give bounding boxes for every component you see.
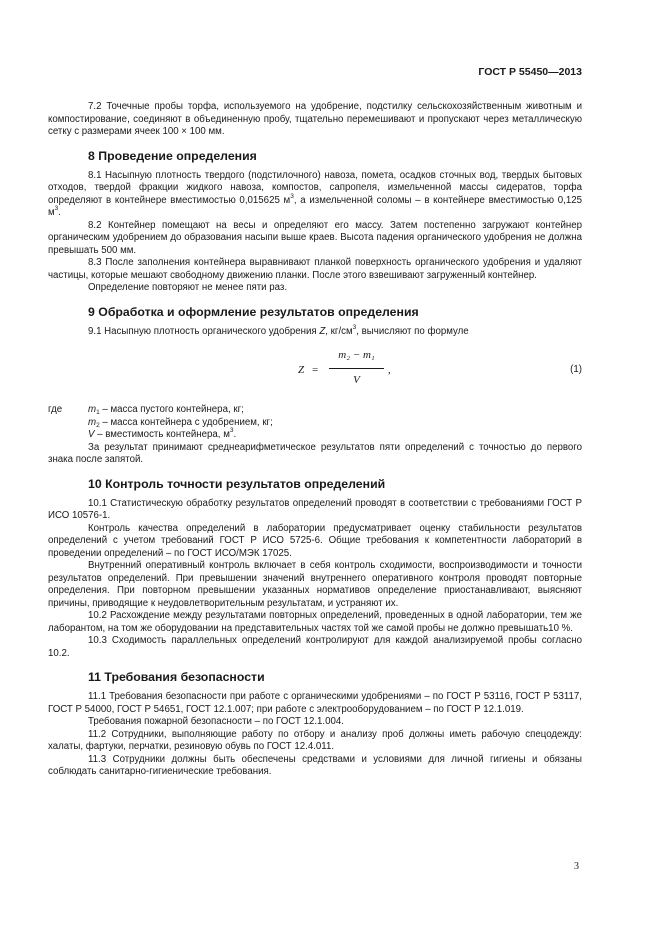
page-number: 3 [574, 861, 579, 872]
where-row-v [88, 429, 582, 442]
document-body [48, 101, 582, 779]
subscript: 1 [96, 409, 100, 416]
variable-z: Z [319, 325, 326, 337]
formula-equals: = [312, 364, 319, 376]
paragraph-11-2: 11.2 Сотрудники, выполняющие работу по отбору и анализу проб должны иметь рабочую спецодежду: халаты, фартуки, перчатки, резиновую обувь по ГОСТ 12.4.011. [48, 728, 582, 752]
formula-1 [48, 344, 582, 400]
paragraph-8-2: 8.2 Контейнер помещают на весы и определяют его массу. Затем постепенно загружают контейнер органическим удобрением до образования насыпи выше краев. Высота падения органического удобрения не должна превышать 500 мм. [48, 219, 582, 256]
where-block [48, 404, 582, 442]
where-row-m1 [88, 404, 582, 417]
document-header: ГОСТ Р 55450—2013 [478, 66, 582, 78]
paragraph-8-1 [48, 170, 582, 220]
paragraph-8-1-text-c: . [58, 207, 61, 218]
section-9-heading: 9 Обработка и оформление результатов определения [88, 304, 419, 319]
paragraph-11-1: 11.1 Требования безопасности при работе с органическими удобрениями – по ГОСТ Р 53116, ГОСТ Р 53117, ГОСТ Р 54000, ГОСТ Р 54651, ГОСТ 12.1.007; при работе с электрооборудованием – по ГОСТ Р 12.1.019. [48, 691, 582, 715]
superscript-3: 3 [352, 323, 357, 331]
formula-lhs: Z [298, 364, 305, 376]
where-label: где [48, 404, 63, 415]
paragraph-10-2: 10.2 Расхождение между результатами повторных определений, проведенных в одной лаборатории, тем же лаборантом, на том же оборудовании на представительных частях той же самой пробы не должно превышать10 %. [48, 610, 582, 634]
where-tail: . [233, 429, 237, 440]
formula-numerator: m₂ − m₁ [338, 349, 375, 361]
paragraph-11-fire: Требования пожарной безопасности – по ГОСТ 12.1.004. [88, 716, 344, 727]
paragraph-8-3: 8.3 После заполнения контейнера выравнивают планкой поверхность органического удобрения и удаляют частицы, которые мешают свободному движению планки. После этого взвешивают загруженный контейнер. [48, 257, 582, 281]
paragraph-7-2: 7.2 Точечные пробы торфа, используемого на удобрение, подстилку сельскохозяйственным животным и компостирование, соединяют в объединенную пробу, тщательно перемешивают и пропускают через металлическую сетку с размерами ячеек 100 × 100 мм. [48, 101, 582, 137]
section-10-heading: 10 Контроль точности результатов определений [88, 476, 386, 491]
variable-m: m [88, 416, 97, 428]
where-description: – масса контейнера с удобрением, кг; [99, 416, 273, 428]
paragraph-9-1-text-a: 9.1 Насыпную плотность органического удобрения [88, 325, 320, 337]
formula-comma: , [388, 364, 391, 376]
variable-m: m [88, 404, 97, 415]
where-row-m2 [88, 417, 582, 430]
formula-number: (1) [570, 364, 582, 375]
paragraph-9-1 [48, 323, 582, 339]
paragraph-9-1-text-c: , вычисляют по формуле [356, 325, 469, 337]
superscript-3: 3 [290, 192, 294, 200]
section-11-heading: 11 Требования безопасности [88, 670, 265, 684]
paragraph-8-1-text-b: , а измельченной соломы – в контейнере вместимостью 0,125 м [48, 194, 582, 218]
paragraph-9-1-text-b: , кг/см [325, 325, 353, 337]
paragraph-10-quality: Контроль качества определений в лаборатории предусматривает оценку стабильности результатов определений с учетом требований ГОСТ Р ИСО 5725-6. Общие требования к компетентности лабораторий в проведении определений – по ГОСТ ИСО/МЭК 17025. [48, 522, 582, 559]
fraction-bar [329, 368, 384, 369]
paragraph-8-1-text-a: 8.1 Насыпную плотность твердого (подстилочного) навоза, помета, осадков сточных вод, твердых бытовых отходов, твердой фракции жидкого навоза, компостов, сапропеля, измельченной массы сидератов, торфа определяют в контейнере вместимостью 0,015625 м [48, 169, 582, 206]
paragraph-10-internal: Внутренний оперативный контроль включает в себя контроль сходимости, воспроизводимости и точности результатов определений. При превышении значений внутреннего оперативного контроля проводят повторные определения. При повторном превышении указанных нормативов определение приостанавливают, выясняют причины, приводящие к неудовлетворительным результатам, и устраняют их. [48, 560, 582, 609]
superscript-3: 3 [229, 427, 234, 434]
superscript-3: 3 [54, 205, 59, 212]
where-description: – масса пустого контейнера, кг; [99, 404, 244, 415]
paragraph-9-result: За результат принимают среднеарифметическое результатов пяти определений с точностью до первого знака после запятой. [48, 441, 582, 465]
paragraph-10-1: 10.1 Статистическую обработку результатов определений проводят в соответствии с требованиями ГОСТ Р ИСО 10576-1. [48, 497, 582, 521]
where-description: – вместимость контейнера, м [94, 429, 230, 440]
section-8-heading: 8 Проведение определения [88, 148, 257, 163]
subscript: 2 [96, 421, 100, 429]
paragraph-8-repeat: Определение повторяют не менее пяти раз. [88, 282, 288, 293]
variable-v: V [88, 429, 95, 440]
paragraph-11-3: 11.3 Сотрудники должны быть обеспечены средствами и условиями для личной гигиены и обязаны соблюдать санитарно-гигиенические требования. [48, 753, 582, 777]
paragraph-10-3: 10.3 Сходимость параллельных определений контролируют для каждой анализируемой пробы согласно 10.2. [48, 635, 582, 659]
formula-denominator: V [353, 374, 360, 386]
